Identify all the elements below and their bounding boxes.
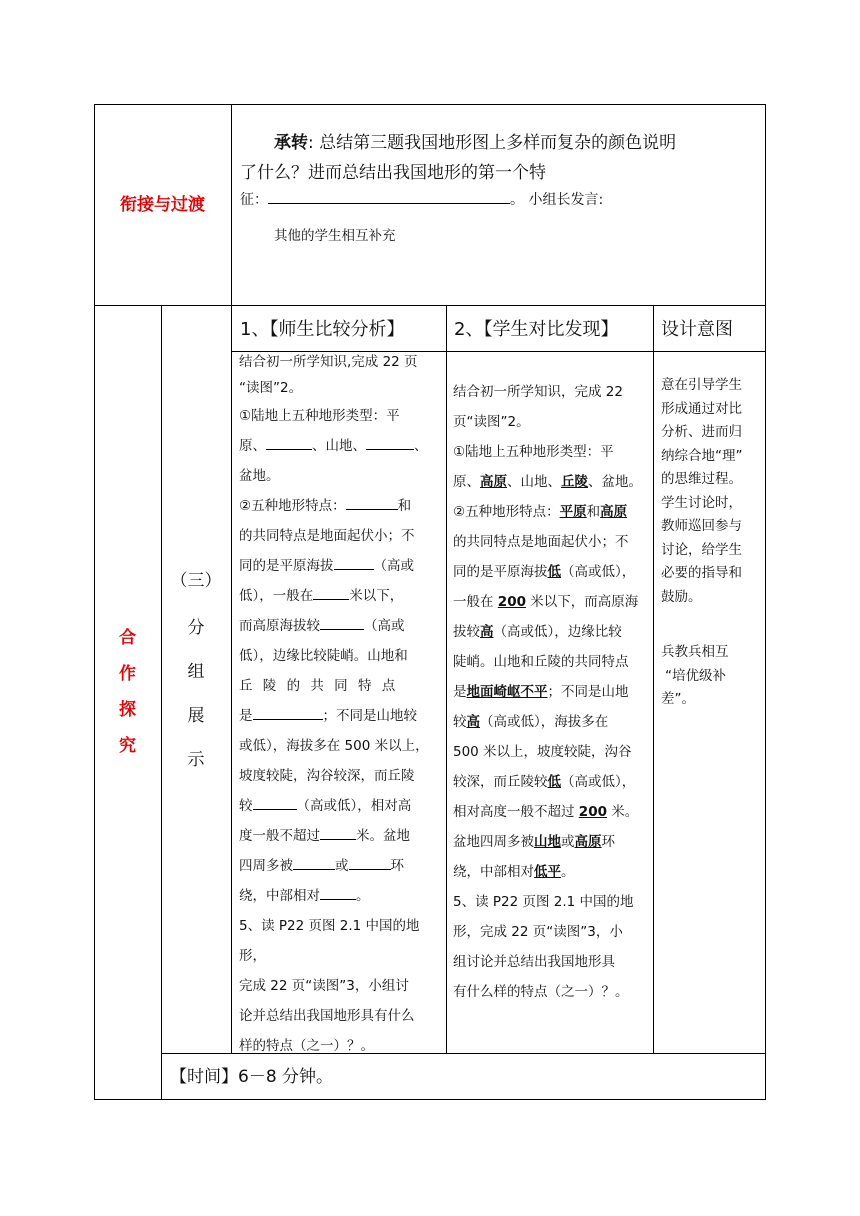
transition-label: 衔接与过渡 xyxy=(120,195,205,215)
answer-text: 高 xyxy=(480,624,494,640)
text-line: 完成 22 页“读图”3，小组讨 xyxy=(239,978,409,994)
col-header-1: 1、【师生比较分析】 xyxy=(240,319,405,340)
transition-text-4: 其他的学生相互补充 xyxy=(274,228,396,244)
text-line: 相对高度一般不超过 200 米。 xyxy=(453,804,639,820)
text-line: ②五种地形特点： 和 xyxy=(239,498,412,514)
label-char: 究 xyxy=(119,736,136,756)
text-line: 鼓励。 xyxy=(661,588,702,605)
text-line: 盆地四周多被山地或高原环 xyxy=(453,834,615,850)
label-char: 合 xyxy=(119,628,136,648)
sub-label-char: 展 xyxy=(187,706,205,726)
text-line: “培优级补 xyxy=(665,667,726,684)
text-line: 一般在 200 米以下，而高原海 xyxy=(453,594,639,610)
text-line: 结合初一所学知识，完成 22 xyxy=(453,384,623,400)
answer-text: 高 xyxy=(466,714,480,730)
text-line: ②五种地形特点：平原和高原 xyxy=(453,504,628,520)
answer-text: 高原 xyxy=(574,834,602,850)
answer-text: 低平 xyxy=(534,864,561,880)
text-line: 结合初一所学知识,完成 22 页 xyxy=(239,354,418,370)
text-line: 5、读 P22 页图 2.1 中国的地 xyxy=(453,894,634,910)
answer-blank[interactable] xyxy=(346,497,398,510)
text-line: 是地面崎岖不平；不同是山地 xyxy=(453,684,629,700)
col-header-3: 设计意图 xyxy=(661,319,733,340)
answer-blank[interactable] xyxy=(334,557,374,570)
text-line: 教师巡回参与 xyxy=(661,518,742,534)
text-line: 坡度较陡，沟谷较深，而丘陵 xyxy=(239,768,415,784)
text-line: ①陆地上五种地形类型：平 xyxy=(239,408,400,424)
transition-line-1 xyxy=(240,128,760,158)
text-line: “读图”2。 xyxy=(239,380,303,396)
text-line: 低），边缘比较陡峭。山地和 xyxy=(239,648,408,664)
time-note: 【时间】6－8 分钟。 xyxy=(170,1067,334,1087)
text-line: 纳综合地“理” xyxy=(661,447,743,464)
answer-blank[interactable] xyxy=(293,857,335,870)
answer-blank[interactable] xyxy=(320,617,364,630)
text-line: 意在引导学生 xyxy=(661,377,742,393)
text-line: ①陆地上五种地形类型：平 xyxy=(453,444,614,460)
text-line: 陡峭。山地和丘陵的共同特点 xyxy=(453,654,629,670)
cooperative-inquiry-label xyxy=(94,620,161,764)
answer-text: 200 xyxy=(578,804,607,820)
text-line: 的共同特点是地面起伏小；不 xyxy=(239,528,415,544)
answer-blank[interactable] xyxy=(366,437,414,450)
answer-blank[interactable] xyxy=(266,437,312,450)
text-line: 而高原海拔较 （高或 xyxy=(239,618,405,634)
text-line: 形成通过对比 xyxy=(661,400,742,417)
table-border-left xyxy=(94,104,95,1100)
text-line: 页“读图”2。 xyxy=(453,414,530,430)
text-line: 分析、进而归 xyxy=(661,424,742,440)
table-border-bottom xyxy=(94,1099,766,1100)
col-divider-3 xyxy=(653,305,654,1053)
col-divider-2 xyxy=(446,305,447,1053)
answer-blank[interactable] xyxy=(349,857,391,870)
teacher-analysis-content xyxy=(239,349,443,1061)
sub-label-char: 分 xyxy=(187,618,205,638)
text-line: 或低），海拔多在 500 米以上， xyxy=(239,738,429,754)
answer-text: 低 xyxy=(547,774,561,790)
row-divider-1 xyxy=(94,305,766,306)
student-discovery-content xyxy=(453,377,651,1007)
answer-text: 山地 xyxy=(534,834,561,850)
answer-text: 平原 xyxy=(559,504,587,520)
text-line: 有什么样的特点（之一）？。 xyxy=(453,984,629,1000)
text-line: 兵教兵相互 xyxy=(661,644,729,660)
text-line: 论并总结出我国地形具有什么 xyxy=(239,1008,415,1024)
text-line: 形，完成 22 页“读图”3，小 xyxy=(453,924,623,940)
text-line: 度一般不超过 米。盆地 xyxy=(239,828,410,844)
text-line: 原、高原、山地、丘陵、盆地。 xyxy=(453,474,642,490)
answer-blank[interactable] xyxy=(313,587,349,600)
answer-blank[interactable] xyxy=(268,189,510,204)
text-line: 丘 陵 的 共 同 特 点 xyxy=(239,678,399,694)
transition-content xyxy=(240,128,760,248)
text-line: 绕，中部相对 。 xyxy=(239,888,370,904)
transition-text-3-prefix: 征： xyxy=(240,192,268,208)
answer-blank[interactable] xyxy=(320,827,356,840)
text-line: 盆地。 xyxy=(239,468,280,484)
answer-blank[interactable] xyxy=(253,707,323,720)
answer-text: 丘陵 xyxy=(561,474,588,490)
label-char: 探 xyxy=(119,700,136,720)
text-line: 同的是平原海拔 （高或 xyxy=(239,558,414,574)
text-line: 较 （高或低），相对高 xyxy=(239,798,412,814)
col-header-2: 2、【学生对比发现】 xyxy=(454,319,619,340)
transition-text-3-suffix: 。 小组长发言: xyxy=(510,192,604,208)
answer-blank[interactable] xyxy=(320,887,356,900)
text-line: 同的是平原海拔低（高或低）， xyxy=(453,564,636,580)
text-line: 学生讨论时， xyxy=(661,494,742,511)
transition-line-3 xyxy=(240,188,760,212)
text-line: 四周多被 或 环 xyxy=(239,858,404,874)
sub-label-top: （三） xyxy=(170,571,222,591)
text-line: 样的特点（之一）？。 xyxy=(239,1038,374,1054)
text-line: 绕，中部相对低平。 xyxy=(453,864,575,880)
text-line: 的共同特点是地面起伏小；不 xyxy=(453,534,629,550)
text-line: 拔较高（高或低），边缘比较 xyxy=(453,624,622,640)
answer-text: 低 xyxy=(547,564,561,580)
answer-text: 高原 xyxy=(600,504,628,520)
text-line: 组讨论并总结出我国地形具 xyxy=(453,954,615,970)
answer-text: 地面崎岖不平 xyxy=(466,684,548,700)
text-line: 原、 、山地、 、 xyxy=(239,438,428,454)
text-line: 低），一般在 米以下， xyxy=(239,588,404,604)
answer-blank[interactable] xyxy=(253,797,297,810)
text-line: 较深，而丘陵较低（高或低）， xyxy=(453,774,636,790)
text-line: 较高（高或低），海拔多在 xyxy=(453,714,609,730)
group-display-label xyxy=(161,566,231,782)
answer-text: 高原 xyxy=(480,474,507,490)
table-border-right xyxy=(765,104,766,1100)
text-line: 是 ；不同是山地较 xyxy=(239,708,417,724)
label-char: 作 xyxy=(119,664,136,684)
sub-label-char: 组 xyxy=(187,662,205,682)
col-divider-label xyxy=(231,104,232,1053)
text-line: 500 米以上，坡度较陡，沟谷 xyxy=(453,744,632,760)
answer-text: 200 xyxy=(497,594,526,610)
transition-text-1: : 总结第三题我国地形图上多样而复杂的颜色说明 xyxy=(308,133,677,153)
transition-text-2: 了什么？进而总结出我国地形的第一个特 xyxy=(240,163,546,183)
text-line: 必要的指导和 xyxy=(661,565,742,581)
sub-label-char: 示 xyxy=(187,750,205,770)
text-line: 差”。 xyxy=(661,691,695,707)
text-line: 讨论，给学生 xyxy=(661,541,742,558)
text-line: 5、读 P22 页图 2.1 中国的地形， xyxy=(239,918,420,964)
transition-heading: 承转 xyxy=(274,133,308,153)
text-line: 的思维过程。 xyxy=(661,471,742,487)
table-border-top xyxy=(94,104,766,105)
design-intent-content xyxy=(661,374,763,712)
